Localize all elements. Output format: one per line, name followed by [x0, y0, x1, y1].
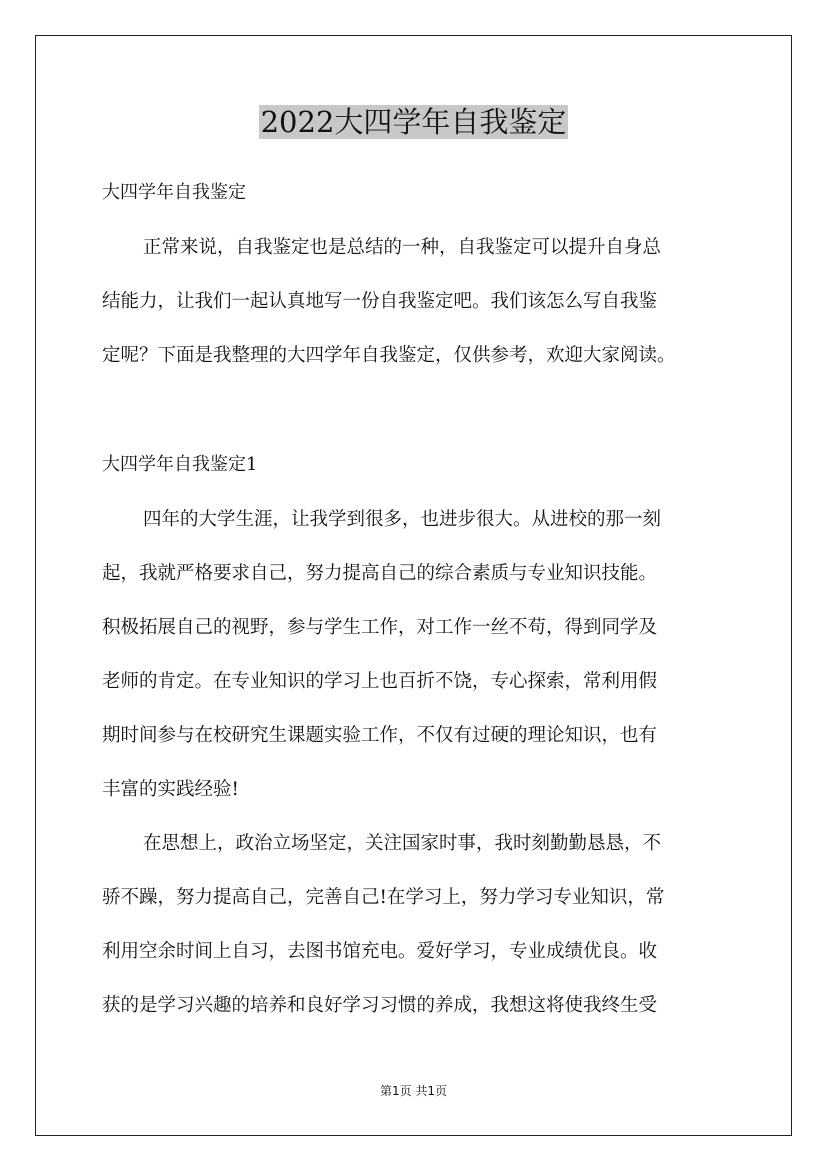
section-heading: 大四学年自我鉴定1 [102, 454, 258, 475]
page-number: 第1页 共1页 [379, 1084, 448, 1098]
paragraph-line: 积极拓展自己的视野，参与学生工作，对工作一丝不苟，得到同学及 [102, 617, 658, 638]
paragraph-line: 在思想上，政治立场坚定，关注国家时事，我时刻勤勤恳恳，不 [143, 833, 662, 854]
paragraph-line: 老师的肯定。在专业知识的学习上也百折不饶，专心探索，常利用假 [102, 671, 658, 692]
paragraph-line: 起，我就严格要求自己，努力提高自己的综合素质与专业知识技能。 [102, 563, 658, 584]
paragraph-line: 利用空余时间上自习，去图书馆充电。爱好学习，专业成绩优良。收 [102, 941, 658, 962]
paragraph-line: 骄不躁，努力提高自己，完善自己!在学习上，努力学习专业知识，常 [102, 887, 665, 908]
document-subtitle: 大四学年自我鉴定 [102, 182, 246, 203]
paragraph-line: 获的是学习兴趣的培养和良好学习习惯的养成，我想这将使我终生受 [102, 995, 658, 1016]
document-title: 2022大四学年自我鉴定 [260, 105, 567, 139]
paragraph-line: 期时间参与在校研究生课题实验工作，不仅有过硬的理论知识，也有 [102, 725, 658, 746]
intro-line: 结能力，让我们一起认真地写一份自我鉴定吧。我们该怎么写自我鉴 [102, 291, 658, 312]
paragraph-line: 四年的大学生涯，让我学到很多，也进步很大。从进校的那一刻 [143, 509, 662, 530]
paragraph-line: 丰富的实践经验! [102, 779, 239, 800]
intro-line: 定呢？下面是我整理的大四学年自我鉴定，仅供参考，欢迎大家阅读。 [102, 345, 676, 366]
intro-line: 正常来说，自我鉴定也是总结的一种，自我鉴定可以提升自身总 [143, 237, 662, 258]
